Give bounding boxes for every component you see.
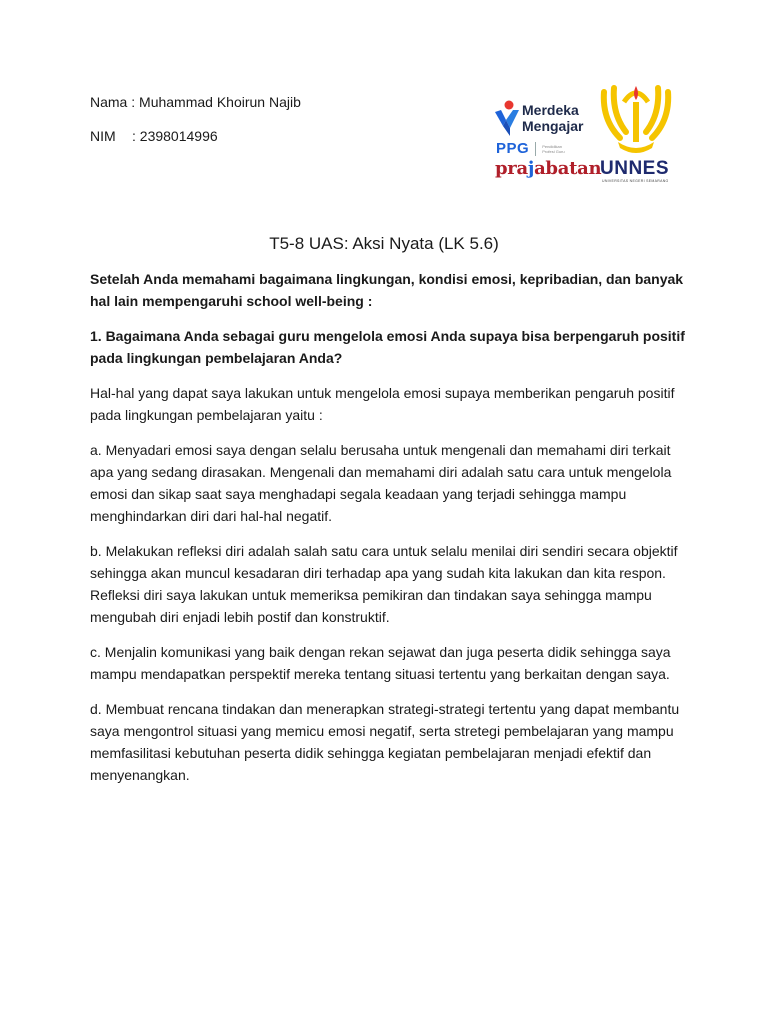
nim-row [90, 127, 301, 145]
question-paragraph: 1. Bagaimana Anda sebagai guru mengelola emosi Anda supaya bisa berpengaruh positif pada lingkungan pembelajaran Anda? [90, 328, 685, 366]
merdeka-mengajar-wordmark: Merdeka Mengajar [522, 102, 584, 134]
unnes-wordmark: UNNES [600, 158, 670, 179]
name-separator: : [131, 94, 136, 110]
unnes-subtitle: UNIVERSITAS NEGERI SEMARANG [602, 179, 669, 183]
nim-value: 2398014996 [139, 128, 218, 144]
intro-paragraph: Setelah Anda memahami bagaimana lingkungan, kondisi emosi, kepribadian, dan banyak hal lain mempengaruhi school well-being : [90, 271, 684, 309]
document-body [90, 268, 690, 799]
document-title: T5-8 UAS: Aksi Nyata (LK 5.6) [269, 234, 499, 253]
prajabatan-wordmark: prajabatan [495, 158, 602, 179]
unnes-logo [596, 80, 676, 190]
answer-lead-paragraph: Hal-hal yang dapat saya lakukan untuk mengelola emosi supaya memberikan pengaruh positif pada lingkungan pembelajaran yaitu : [90, 385, 675, 423]
answer-item-a: a. Menyadari emosi saya dengan selalu berusaha untuk mengenali dan memahami diri terkait apa yang sedang dirasakan. Mengenali dan memahami diri adalah satu cara untuk mengelola emosi dan sikap saat saya menghadapi segala keadaan yang terjadi sehingga mampu menghindarkan diri dari hal-hal negatif. [90, 442, 672, 524]
identity-block [90, 93, 301, 145]
nim-label: NIM [90, 128, 116, 144]
name-label: Nama [90, 94, 128, 110]
answer-item-d: d. Membuat rencana tindakan dan menerapkan strategi-strategi tertentu yang dapat membantu saya mengontrol situasi yang memicu emosi negatif, serta stretegi pembelajaran yang mampu memfasilitasi kebutuhan peserta didik sehingga kegiatan pembelajaran menjadi efektif dan menyenangkan. [90, 701, 680, 783]
merdeka-mengajar-logo [492, 98, 602, 188]
merdeka-mengajar-icon [492, 100, 520, 138]
name-row [90, 93, 301, 111]
answer-item-b: b. Melakukan refleksi diri adalah salah satu cara untuk selalu menilai diri sendiri secara objektif sehingga akan muncul kesadaran diri terhadap apa yang sudah kita lakukan dan kita respon. Refleksi diri saya lakukan untuk memeriksa pemikiran dan tindakan saya sehingga mampu mengubah diri enjadi lebih postif dan konstruktif. [90, 543, 678, 625]
name-value: Muhammad Khoirun Najib [139, 94, 301, 110]
nim-separator: : [132, 128, 136, 144]
unnes-emblem-icon [596, 80, 676, 158]
answer-item-c: c. Menjalin komunikasi yang baik dengan rekan sejawat dan juga peserta didik sehingga saya mampu mendapatkan perspektif mereka tentang situasi tertentu yang berkaitan dengan saya. [90, 644, 671, 682]
ppg-wordmark: PPG Pendidikan Profesi Guru [496, 140, 565, 157]
